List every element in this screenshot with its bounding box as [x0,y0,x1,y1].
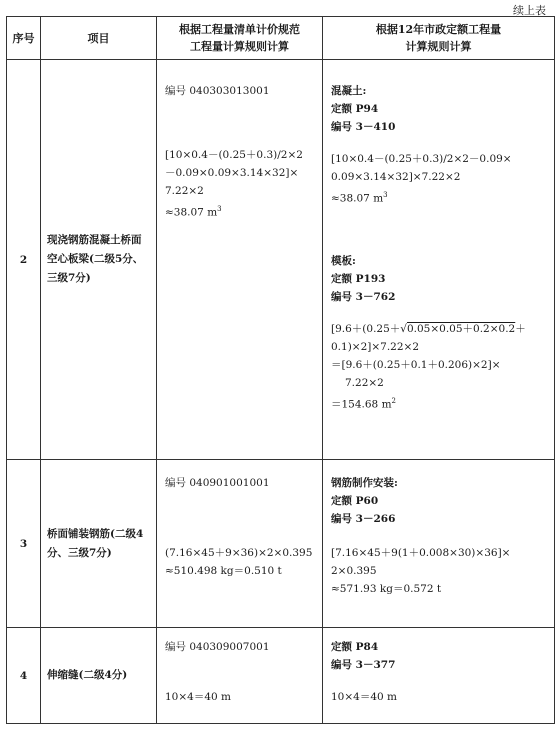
col-a-cell [157,628,323,724]
table-row [7,628,555,724]
row-item: 伸缩缝(二级4分) [41,628,157,724]
code-text: 编号 040309007001 [165,641,270,653]
formula-result: ≈510.498 kg＝0.510 t [165,565,282,577]
header-item: 项目 [41,17,157,60]
formula-result: 10×4＝40 m [331,691,397,703]
row-seq: 4 [7,628,41,724]
formula-result: ≈38.07 $m^3$ [165,205,222,219]
header-row [7,17,555,60]
col-b-cell [323,460,555,628]
formula-result: ≈571.93 kg＝0.572 t [331,583,442,595]
table-row [7,460,555,628]
quota-text: 定额 P84 [331,641,379,653]
row-item: 桥面铺装钢筋(二级4分、三级7分) [41,460,157,628]
row-seq: 3 [7,460,41,628]
col-a-cell [157,60,323,460]
formula-line: [7.16×45＋9(1＋0.008×30)×36]× [331,547,511,559]
rebar-title: 钢筋制作安装: [331,477,398,489]
quota-text: 定额 P60 [331,495,379,507]
continued-label: 续上表 [513,4,546,17]
formula-line: 7.22×2 [165,185,204,197]
code-text: 编号 3－377 [331,659,396,671]
code-text: 编号 040303013001 [165,85,270,97]
formula-line: 7.22×2 [345,376,384,389]
formula-line: (7.16×45＋9×36)×2×0.395 [165,547,313,559]
formula-line: 0.09×3.14×32]×7.22×2 [331,171,461,183]
formula-line: －0.09×0.09×3.14×32]× [165,167,299,179]
formula-line: [10×0.4－(0.25＋0.3)/2×2 [165,149,303,161]
formula-line: [10×0.4－(0.25＋0.3)/2×2－0.09× [331,153,512,165]
quota-text: 定额 P193 [331,272,386,285]
col-b-cell [323,628,555,724]
formula-line: 0.1)×2]×7.22×2 [331,340,420,353]
quantity-table [6,16,555,724]
quota-text: 定额 P94 [331,103,379,115]
code-text: 编号 3－762 [331,290,396,303]
concrete-title: 混凝土: [331,85,367,97]
formula-result: 10×4＝40 m [165,691,231,703]
formula-line: [9.6＋(0.25＋√0.05×0.05＋0.2×0.2＋ [331,322,526,335]
table-row [7,60,555,460]
formula-result: ≈38.07 $m^3$ [331,191,388,205]
row-item: 现浇钢筋混凝土桥面空心板梁(二级5分、三级7分) [41,60,157,460]
col-a-cell [157,460,323,628]
formula-result: ＝154.68 $m^2$ [331,396,397,410]
code-text: 编号 3－266 [331,513,396,525]
col-b-cell [323,60,555,460]
row-seq: 2 [7,60,41,460]
formula-line: 2×0.395 [331,565,377,577]
code-text: 编号 040901001001 [165,477,270,489]
formula-line: ＝[9.6＋(0.25＋0.1＋0.206)×2]× [331,358,501,371]
header-col-b: 根据12年市政定额工程量 计算规则计算 [323,17,555,60]
header-seq: 序号 [7,17,41,60]
formwork-title: 模板: [331,254,356,267]
code-text: 编号 3－410 [331,121,396,133]
header-col-a: 根据工程量清单计价规范 工程量计算规则计算 [157,17,323,60]
